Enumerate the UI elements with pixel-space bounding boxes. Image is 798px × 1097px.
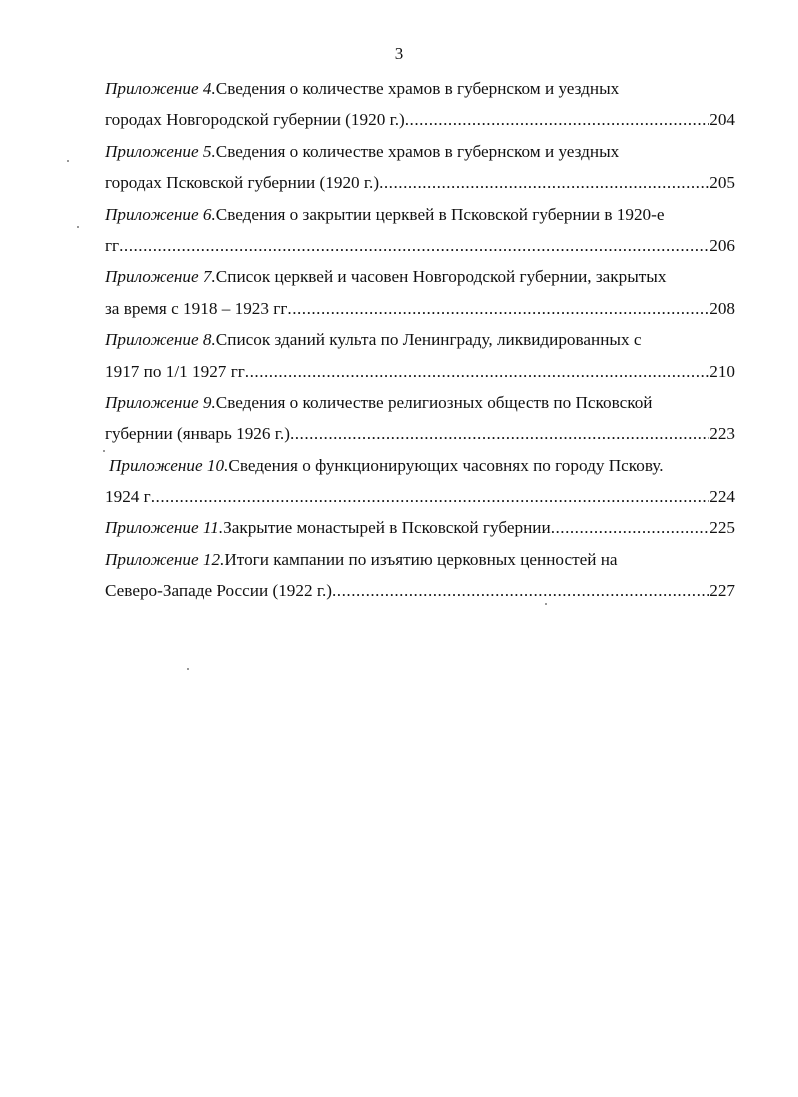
- entry-title-continued: 1924 г: [105, 487, 151, 507]
- scan-artifact: [77, 226, 79, 228]
- entry-title: Итоги кампании по изъятию церковных ценностей на: [224, 549, 618, 569]
- scan-artifact: [545, 603, 547, 605]
- entry-title-continued: Северо-Западе России (1922 г.): [105, 581, 332, 601]
- entry-title-continued: губернии (январь 1926 г.): [105, 424, 290, 444]
- entry-title-continued: гг: [105, 235, 120, 255]
- entry-label: Приложение 11.: [105, 518, 224, 538]
- scan-artifact: [187, 668, 189, 670]
- scan-artifact: [67, 160, 69, 162]
- entry-title-continued: городах Псковской губернии (1920 г.): [105, 173, 380, 193]
- entry-page-number: 205: [709, 173, 735, 193]
- toc-entry-appendix-8[interactable]: [105, 324, 735, 387]
- entry-title: Сведения о количестве храмов в губернском и уездных: [215, 141, 620, 161]
- scan-artifact: [103, 450, 105, 452]
- toc-entry-appendix-10[interactable]: [105, 450, 735, 513]
- dot-leader: [405, 104, 710, 135]
- page-number: 3: [394, 44, 404, 63]
- entry-page-number: 206: [709, 235, 735, 255]
- entry-page-number: 227: [709, 581, 735, 601]
- entry-label: Приложение 10.: [109, 455, 229, 475]
- entry-title: Закрытие монастырей в Псковской губернии: [223, 518, 551, 538]
- table-of-contents: [105, 73, 735, 607]
- dot-leader: [551, 512, 710, 543]
- entry-label: Приложение 9.: [105, 392, 216, 412]
- entry-title-continued: за время с 1918 – 1923 гг: [105, 298, 288, 318]
- toc-entry-appendix-5[interactable]: [105, 136, 735, 199]
- entry-page-number: 208: [709, 298, 735, 318]
- entry-label: Приложение 5.: [105, 141, 216, 161]
- entry-title: Сведения о количестве храмов в губернском и уездных: [215, 79, 620, 98]
- toc-entry-appendix-6[interactable]: [105, 199, 735, 262]
- entry-label: Приложение 6.: [105, 204, 216, 224]
- entry-label: Приложение 7.: [105, 267, 216, 287]
- dot-leader: [379, 167, 709, 198]
- entry-page-number: 210: [709, 361, 735, 381]
- entry-title: Список зданий культа по Ленинграду, ликвидированных с: [215, 330, 642, 350]
- entry-title: Список церквей и часовен Новгородской губернии, закрытых: [215, 267, 667, 287]
- entry-label: Приложение 12.: [105, 549, 225, 569]
- entry-page-number: 204: [709, 110, 735, 130]
- toc-entry-appendix-4[interactable]: [105, 73, 735, 136]
- dot-leader: [151, 481, 709, 512]
- toc-entry-appendix-12[interactable]: [105, 544, 735, 607]
- entry-title: Сведения о функционирующих часовнях по городу Пскову.: [228, 455, 664, 475]
- entry-title: Сведения о количестве религиозных обществ по Псковской: [215, 392, 653, 412]
- entry-title-continued: 1917 по 1/1 1927 гг: [105, 361, 245, 381]
- dot-leader: [290, 418, 709, 449]
- dot-leader: [287, 293, 709, 324]
- entry-label: Приложение 4.: [105, 79, 216, 98]
- entry-title-continued: городах Новгородской губернии (1920 г.): [105, 110, 405, 130]
- entry-label: Приложение 8.: [105, 330, 216, 350]
- dot-leader: [245, 356, 709, 387]
- entry-page-number: 224: [709, 487, 735, 507]
- entry-title: Сведения о закрытии церквей в Псковской губернии в 1920-е: [215, 204, 665, 224]
- entry-page-number: 225: [709, 518, 735, 538]
- toc-entry-appendix-9[interactable]: [105, 387, 735, 450]
- dot-leader: [119, 230, 709, 261]
- dot-leader: [332, 575, 709, 606]
- toc-entry-appendix-7[interactable]: [105, 261, 735, 324]
- entry-page-number: 223: [709, 424, 735, 444]
- toc-entry-appendix-11[interactable]: [105, 512, 735, 543]
